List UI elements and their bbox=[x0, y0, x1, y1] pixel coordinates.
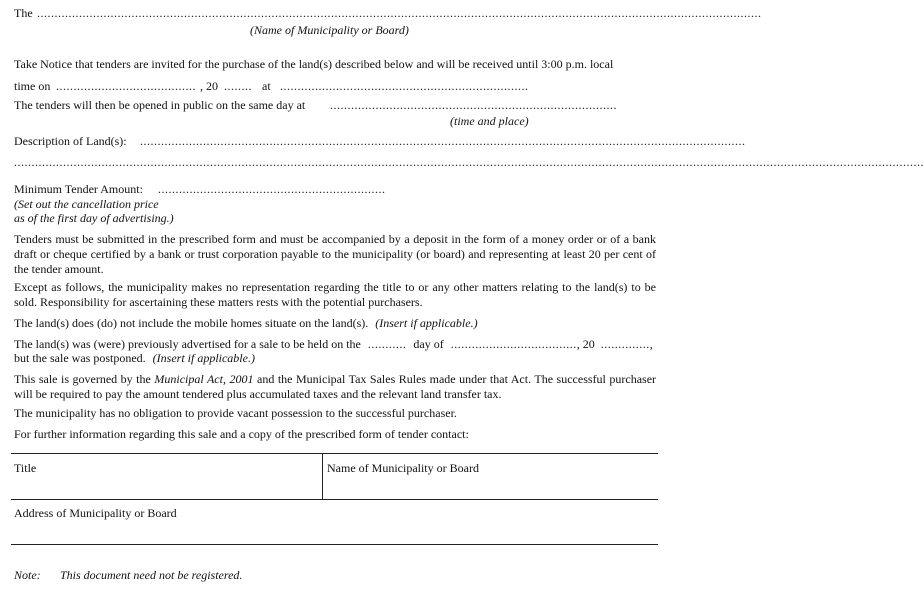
governed-paragraph bbox=[14, 372, 656, 402]
advertised-line bbox=[14, 337, 653, 351]
description-label: Description of Land(s): bbox=[14, 134, 127, 148]
note-label: Note: bbox=[14, 568, 41, 582]
time-on-label: time on bbox=[14, 79, 51, 93]
postponed-text: but the sale was postponed. bbox=[14, 351, 146, 365]
postponed-note: (Insert if applicable.) bbox=[152, 351, 255, 365]
min-tender-note-2: as of the first day of advertising.) bbox=[14, 211, 174, 225]
governed-text-2: and the Municipal Tax Sales Rules made under that Act. The successful purchaser will be required to pay the amount tendered plus accumulated taxes and the relevant land transfer tax. bbox=[14, 372, 657, 401]
opened-text: The tenders will then be opened in public on the same day at bbox=[14, 98, 306, 112]
description-field-line-2[interactable]: .................................................................................................................................................................................................................................................................... bbox=[14, 155, 924, 169]
min-tender-field[interactable]: ................................................................. bbox=[158, 182, 386, 196]
description-field[interactable]: ............................................................................................................................................................................. bbox=[140, 134, 746, 148]
contact-box-middle-rule bbox=[11, 499, 658, 500]
deposit-paragraph: Tenders must be submitted in the prescribed form and must be accompanied by a deposit in the form of a money order or of a bank draft or cheque certified by a bank or trust corporation payable to the municipality (or board) and representing at least 20 per cent of the tender amount. bbox=[14, 232, 656, 276]
contact-name-field[interactable]: Name of Municipality or Board bbox=[327, 461, 479, 475]
contact-title-field[interactable]: Title bbox=[14, 461, 37, 475]
advertised-year-prefix: , 20 bbox=[576, 337, 595, 351]
notice-line-1: Take Notice that tenders are invited for the purchase of the land(s) described below and will be received until 3:00 p.m. local bbox=[14, 57, 614, 71]
the-label: The bbox=[14, 6, 33, 20]
advertised-month-field[interactable]: .................................... bbox=[450, 337, 577, 351]
possession-text: The municipality has no obligation to provide vacant possession to the successful purchaser. bbox=[14, 406, 457, 420]
min-tender-note-1: (Set out the cancellation price bbox=[14, 197, 159, 211]
at-field[interactable]: ....................................................................... bbox=[280, 79, 529, 93]
advertised-year-field[interactable]: .............., bbox=[600, 337, 654, 351]
municipal-act-title: Municipal Act, 2001 bbox=[154, 372, 254, 386]
advertised-day-field[interactable]: ........... bbox=[367, 337, 407, 351]
min-tender-label: Minimum Tender Amount: bbox=[14, 182, 143, 196]
advertised-text: The land(s) was (were) previously advertised for a sale to be held on the bbox=[14, 337, 361, 351]
at-label: at bbox=[262, 79, 271, 93]
contact-box-bottom-rule bbox=[11, 544, 658, 545]
year-field[interactable]: ........ bbox=[224, 79, 252, 93]
year-prefix: , 20 bbox=[200, 79, 218, 93]
time-place-field[interactable]: .................................................................................. bbox=[330, 98, 617, 112]
representation-paragraph: Except as follows, the municipality makes no representation regarding the title to or any other matters relating to the land(s) to be sold. Responsibility for ascertaining these matters rests with the potential purchasers. bbox=[14, 280, 656, 309]
contact-address-field[interactable]: Address of Municipality or Board bbox=[14, 506, 177, 520]
governed-text-1: This sale is governed by the bbox=[14, 372, 151, 386]
contact-box-divider bbox=[322, 453, 323, 499]
mobile-homes-text: The land(s) does (do) not include the mobile homes situate on the land(s). bbox=[14, 316, 369, 330]
municipality-caption: (Name of Municipality or Board) bbox=[250, 23, 409, 37]
mobile-homes-note: (Insert if applicable.) bbox=[375, 316, 478, 330]
time-place-caption: (time and place) bbox=[450, 114, 529, 128]
mobile-homes-line bbox=[14, 316, 478, 330]
date-field[interactable]: ........................................ bbox=[56, 79, 196, 93]
contact-box-top-rule bbox=[11, 453, 658, 454]
municipality-name-field[interactable]: ............................................................................................................................................................................................................... bbox=[37, 6, 762, 20]
advertised-day-of: day of bbox=[413, 337, 444, 351]
further-info-text: For further information regarding this sale and a copy of the prescribed form of tender contact: bbox=[14, 427, 469, 441]
postponed-line bbox=[14, 351, 255, 365]
note-text: This document need not be registered. bbox=[60, 568, 243, 582]
